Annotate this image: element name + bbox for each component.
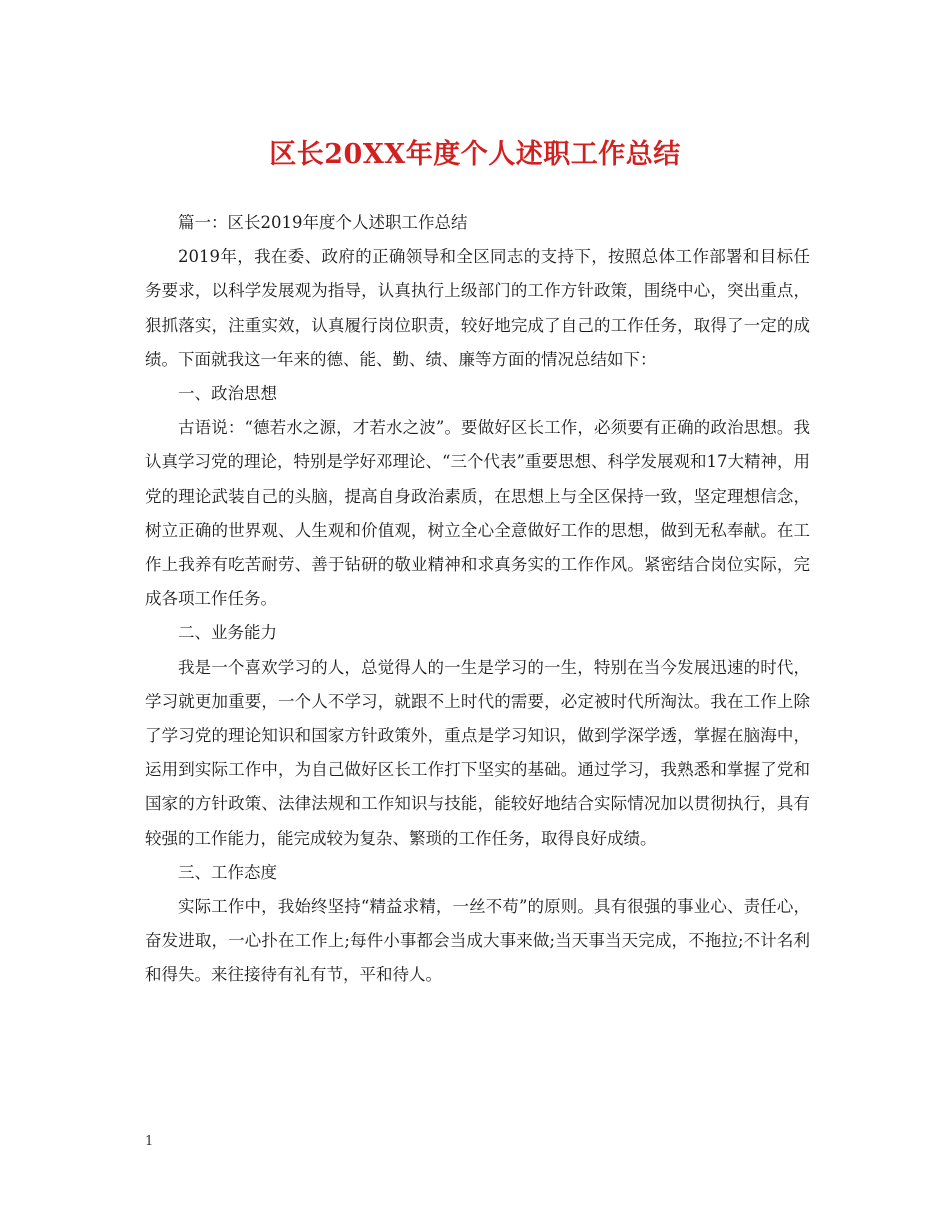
paragraph-intro: 2019年，我在委、政府的正确领导和全区同志的支持下，按照总体工作部署和目标任务要求，以科学发展观为指导，认真执行上级部门的工作方针政策，围绕中心，突出重点，狠抓落实，注重实效，认真履行岗位职责，较好地完成了自己的工作任务，取得了一定的成绩。下面就我这一年来的德、能、勤、绩、廉等方面的情况总结如下： [145, 247, 810, 369]
section-heading-attitude: 三、工作态度 [178, 862, 277, 882]
paragraph-attitude: 实际工作中，我始终坚持“精益求精，一丝不苟”的原则。具有很强的事业心、责任心，奋发进取，一心扑在工作上;每件小事都会当成大事来做;当天事当天完成，不拖拉;不计名利和得失。来往接待有礼有节，平和待人。 [145, 897, 810, 985]
paragraph-article-heading: 篇一：区长2019年度个人述职工作总结 [178, 213, 468, 232]
section-heading-ability: 二、业务能力 [178, 623, 277, 643]
page-number: 1 [145, 1134, 154, 1149]
paragraph-ability: 我是一个喜欢学习的人，总觉得人的一生是学习的一生，特别在当今发展迅速的时代，学习就更加重要，一个人不学习，就跟不上时代的需要，必定被时代所淘汰。我在工作上除了学习党的理论知识和国家方针政策外，重点是学习知识，做到学深学透，掌握在脑海中，运用到实际工作中，为自己做好区长工作打下坚实的基础。通过学习，我熟悉和掌握了党和国家的方针政策、法律法规和工作知识与技能，能较好地结合实际情况加以贯彻执行，具有较强的工作能力，能完成较为复杂、繁琐的工作任务，取得良好成绩。 [145, 657, 810, 848]
document-body [145, 206, 810, 993]
section-heading-politics: 一、政治思想 [178, 384, 277, 404]
paragraph-politics: 古语说：“德若水之源，才若水之波”。要做好区长工作，必须要有正确的政治思想。我认真学习党的理论，特别是学好邓理论、“三个代表”重要思想、科学发展观和17大精神，用党的理论武装自己的头脑，提高自身政治素质，在思想上与全区保持一致，坚定理想信念，树立正确的世界观、人生观和价值观，树立全心全意做好工作的思想，做到无私奉献。在工作上我养有吃苦耐劳、善于钻研的敬业精神和求真务实的工作作风。紧密结合岗位实际，完成各项工作任务。 [145, 418, 810, 609]
document-title: 区长20XX年度个人述职工作总结 [269, 139, 681, 170]
